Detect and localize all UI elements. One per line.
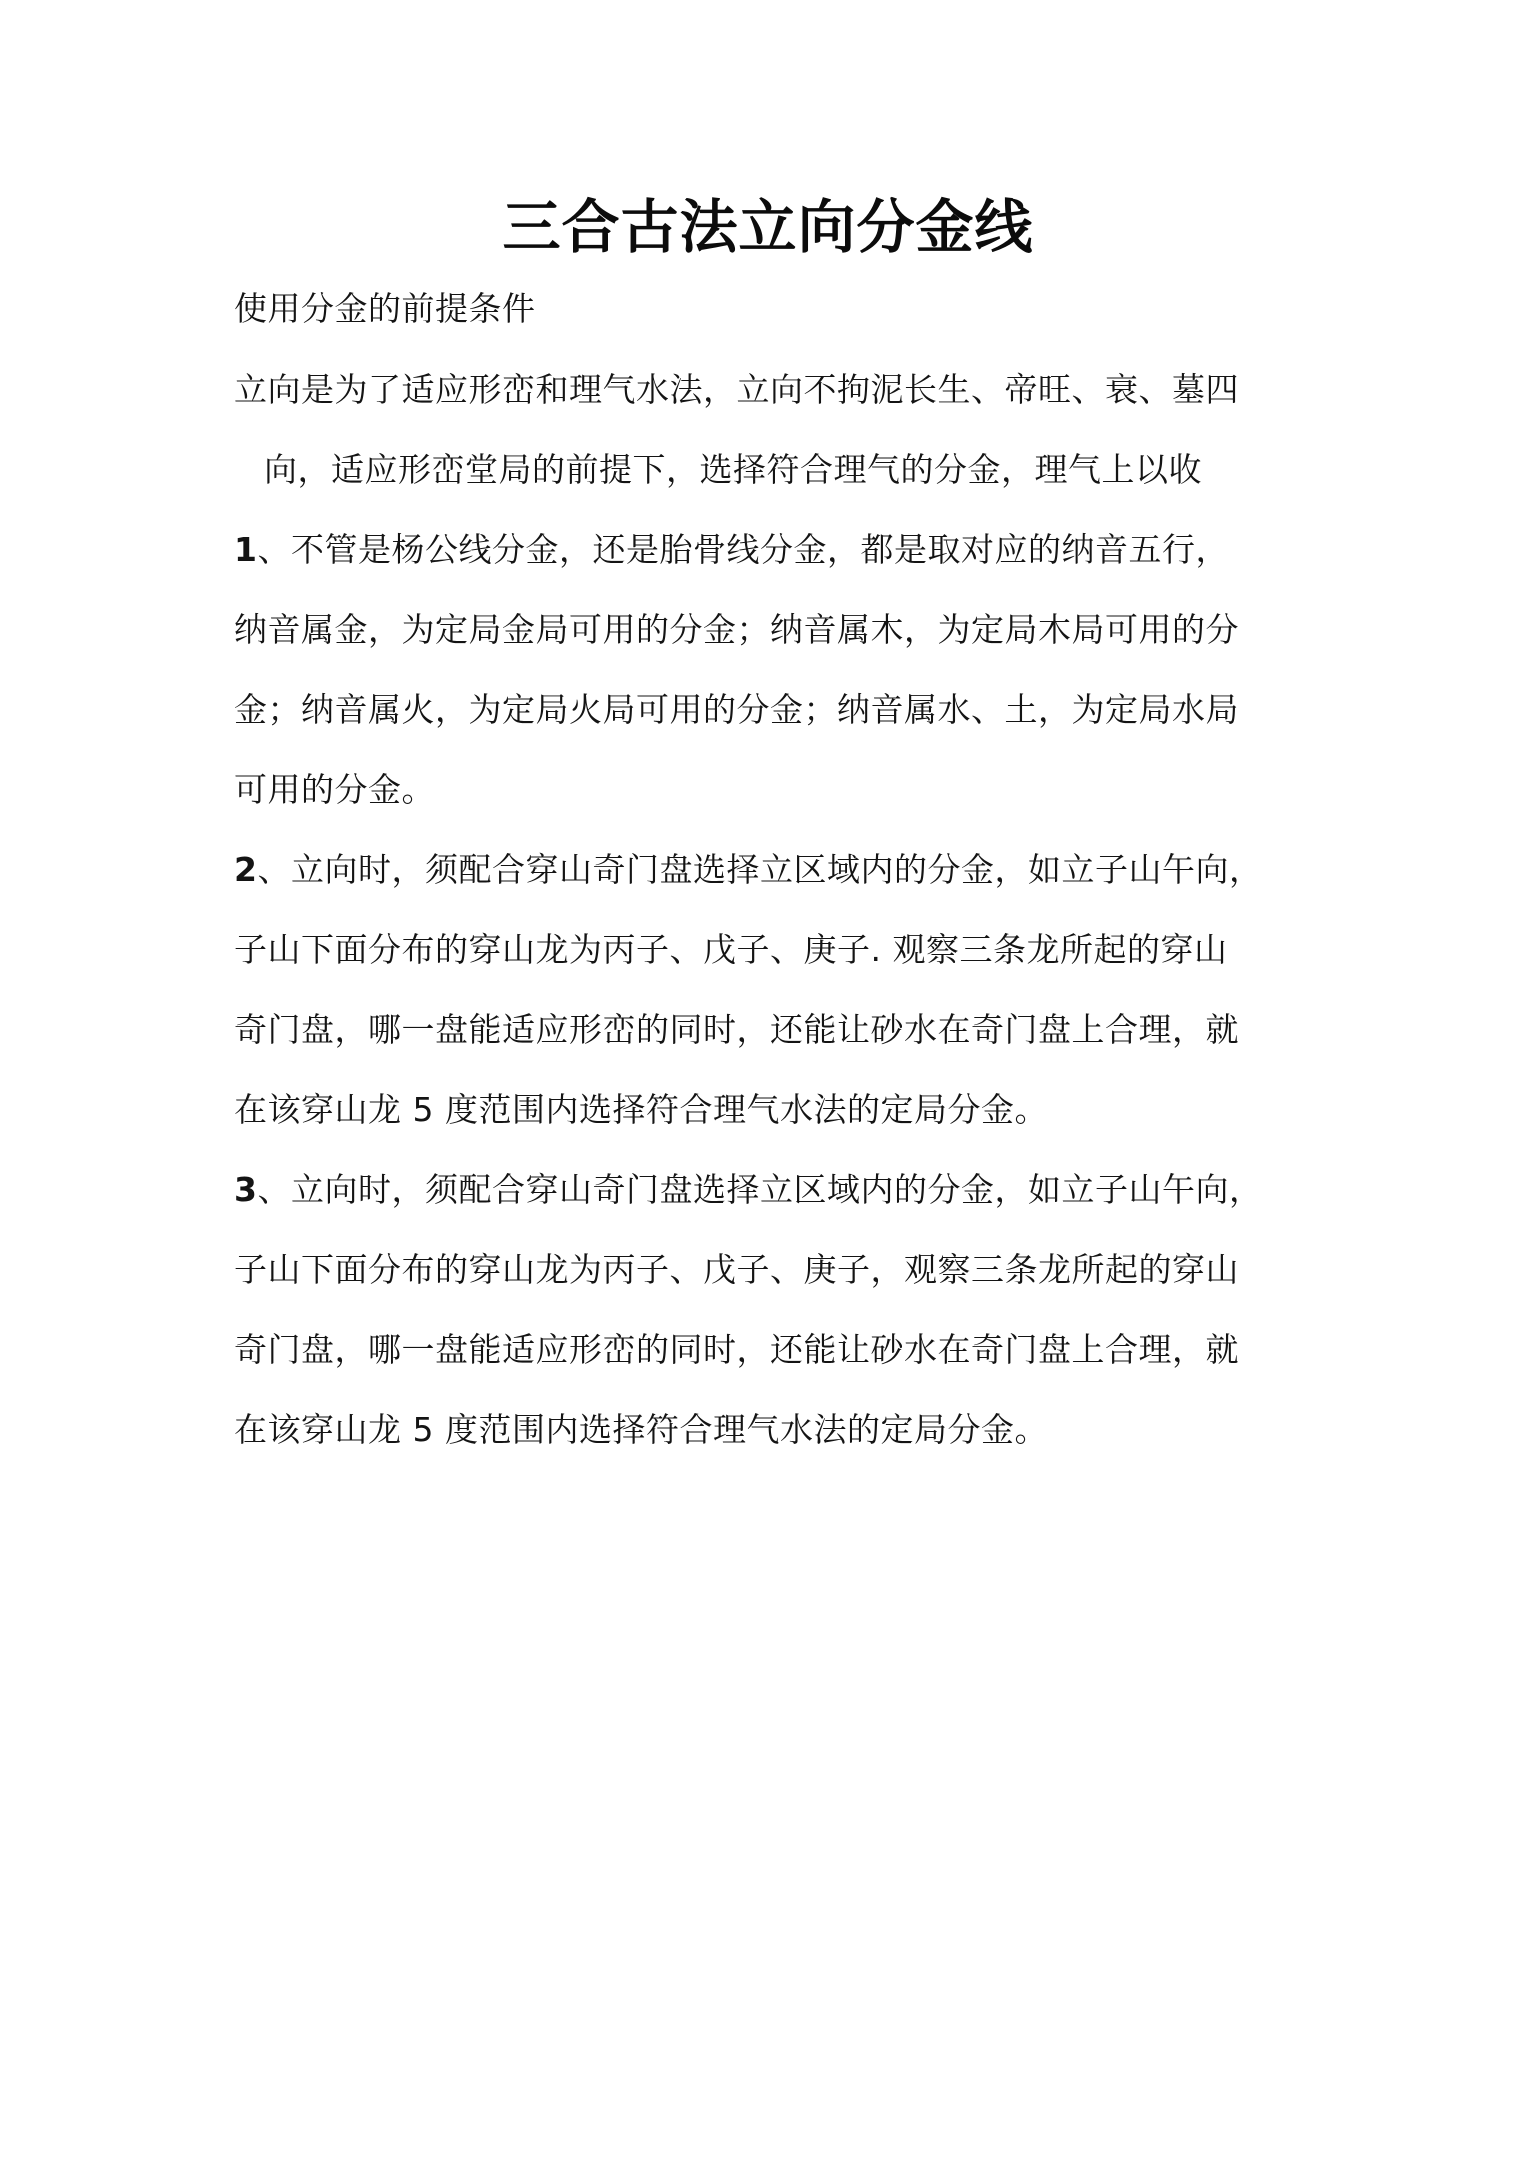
- item-2-number: 2: [234, 850, 258, 889]
- item-1-line-4: 可用的分金。: [234, 770, 435, 809]
- item-3-line-3: 奇门盘，哪一盘能适应形峦的同时，还能让砂水在奇门盘上合理，就: [234, 1330, 1239, 1369]
- item-2-line-4: 在该穿山龙 5 度范围内选择符合理气水法的定局分金。: [234, 1090, 1048, 1129]
- item-1-text-1: 、不管是杨公线分金，还是胎骨线分金，都是取对应的纳音五行，: [257, 530, 1229, 569]
- item-1-line-3: 金；纳音属火，为定局火局可用的分金；纳音属水、土，为定局水局: [234, 690, 1239, 729]
- item-3-number: 3: [234, 1170, 258, 1209]
- item-3-line-1: [234, 1168, 1262, 1212]
- item-1-number: 1: [234, 530, 258, 569]
- intro-line-1: 立向是为了适应形峦和理气水法，立向不拘泥长生、帝旺、衰、墓四: [234, 370, 1239, 409]
- document-title: 三合古法立向分金线: [502, 193, 1034, 261]
- item-2-text-1: 、立向时，须配合穿山奇门盘选择立区域内的分金，如立子山午向，: [257, 850, 1263, 889]
- intro-line-2: 向，适应形峦堂局的前提下，选择符合理气的分金，理气上以收: [264, 450, 1202, 489]
- section-subtitle: 使用分金的前提条件: [234, 289, 536, 328]
- item-2-line-3: 奇门盘，哪一盘能适应形峦的同时，还能让砂水在奇门盘上合理，就: [234, 1010, 1239, 1049]
- item-3-text-1: 、立向时，须配合穿山奇门盘选择立区域内的分金，如立子山午向，: [257, 1170, 1263, 1209]
- item-1-line-2: 纳音属金，为定局金局可用的分金；纳音属木，为定局木局可用的分: [234, 610, 1239, 649]
- item-3-line-4: 在该穿山龙 5 度范围内选择符合理气水法的定局分金。: [234, 1410, 1048, 1449]
- item-3-line-2: 子山下面分布的穿山龙为丙子、戊子、庚子，观察三条龙所起的穿山: [234, 1250, 1239, 1289]
- item-2-line-2: 子山下面分布的穿山龙为丙子、戊子、庚子. 观察三条龙所起的穿山: [234, 930, 1228, 969]
- item-1-line-1: [234, 528, 1229, 572]
- item-2-line-1: [234, 848, 1262, 892]
